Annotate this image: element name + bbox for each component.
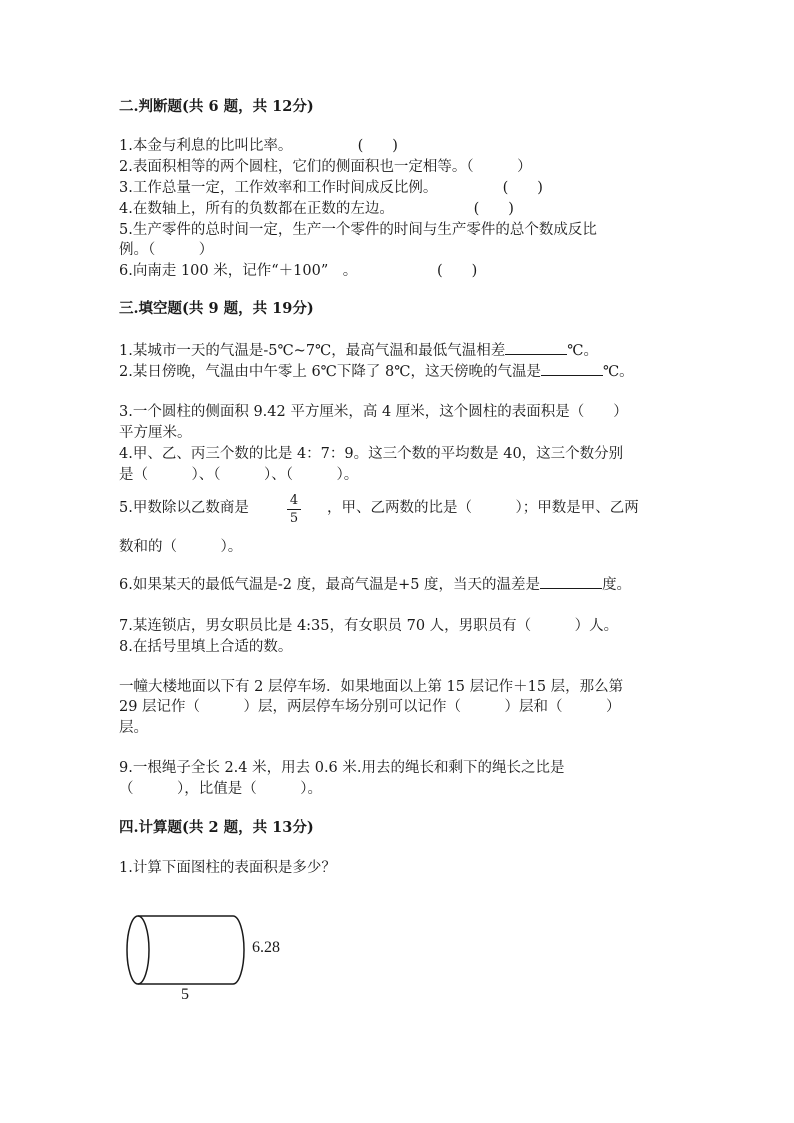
- judge-item-5: 5.生产零件的总时间一定，生产一个零件的时间与生产零件的总个数成反比: [119, 222, 597, 238]
- calc-item-1: 1.计算下面图柱的表面积是多少？: [119, 860, 336, 876]
- fill-item-1-text: 1.某城市一天的气温是-5℃~7℃，最高气温和最低气温相差: [119, 343, 506, 359]
- fill-item-6-text: 6.如果某天的最低气温是-2 度，最高气温是+5 度，当天的温差是: [119, 577, 541, 593]
- fill-item-8-line-3: 层。: [119, 720, 148, 736]
- judge-item-5-cont: 例。（ ）: [119, 242, 214, 258]
- cylinder-right-arc: [233, 916, 244, 984]
- fill-item-4-cont: 是（ ）、（ ）、（ ）。: [119, 467, 359, 483]
- fill-item-3-cont: 平方厘米。: [119, 425, 192, 441]
- fill-item-8-line-2: 29 层记作（ ）层，两层停车场分别可以记作（ ）层和（ ）: [119, 699, 621, 715]
- cylinder-side-label: 6.28: [252, 939, 280, 956]
- fill-item-1-unit: ℃。: [567, 343, 599, 359]
- fill-item-5: 5.甲数除以乙数商是: [119, 500, 249, 516]
- judge-item-6: 6.向南走 100 米，记作“＋100” 。 ( ): [119, 263, 478, 279]
- fill-item-9: 9.一根绳子全长 2.4 米，用去 0.6 米.用去的绳长和剩下的绳长之比是: [119, 760, 565, 776]
- fraction-denominator: 5: [289, 511, 299, 526]
- fill-item-2-text: 2.某日傍晚，气温由中午零上 6℃下降了 8℃，这天傍晚的气温是: [119, 364, 541, 380]
- fill-item-8-line-1: 一幢大楼地面以下有 2 层停车场．如果地面以上第 15 层记作＋15 层，那么第: [119, 679, 624, 695]
- judge-item-2: 2.表面积相等的两个圆柱，它们的侧面积也一定相等。（ ）: [119, 159, 532, 175]
- judge-item-1: 1.本金与利息的比叫比率。 ( ): [119, 138, 398, 154]
- fill-item-5-cont: 数和的（ ）。: [119, 539, 243, 555]
- section-heading-fill: 三.填空题(共 9 题，共 19分): [119, 300, 314, 317]
- section-heading-judge: 二.判断题(共 6 题，共 12分): [119, 98, 314, 115]
- fraction-numerator: 4: [287, 493, 301, 510]
- fill-item-8: 8.在括号里填上合适的数。: [119, 639, 293, 655]
- judge-item-3: 3.工作总量一定，工作效率和工作时间成反比例。 ( ): [119, 180, 543, 196]
- cylinder-bottom-label: 5: [181, 986, 189, 1003]
- cylinder-left-ellipse: [127, 916, 149, 984]
- fill-item-7: 7.某连锁店，男女职员比是 4:35，有女职员 70 人，男职员有（ ）人。: [119, 618, 619, 634]
- judge-item-4: 4.在数轴上，所有的负数都在正数的左边。 ( ): [119, 201, 514, 217]
- fill-item-9-cont: （ ），比值是（ ）。: [119, 781, 322, 797]
- section-heading-calc: 四.计算题(共 2 题，共 13分): [119, 819, 314, 836]
- fill-item-5-mid: ，甲、乙两数的比是（ ）；甲数是甲、乙两: [327, 500, 639, 516]
- fill-item-6-unit: 度。: [602, 577, 632, 593]
- fill-item-2-unit: ℃。: [602, 364, 634, 380]
- fill-item-4: 4.甲、乙、丙三个数的比是 4：7：9。这三个数的平均数是 40，这三个数分别: [119, 446, 624, 462]
- fill-item-3: 3.一个圆柱的侧面积 9.42 平方厘米，高 4 厘米，这个圆柱的表面积是（ ）: [119, 404, 628, 420]
